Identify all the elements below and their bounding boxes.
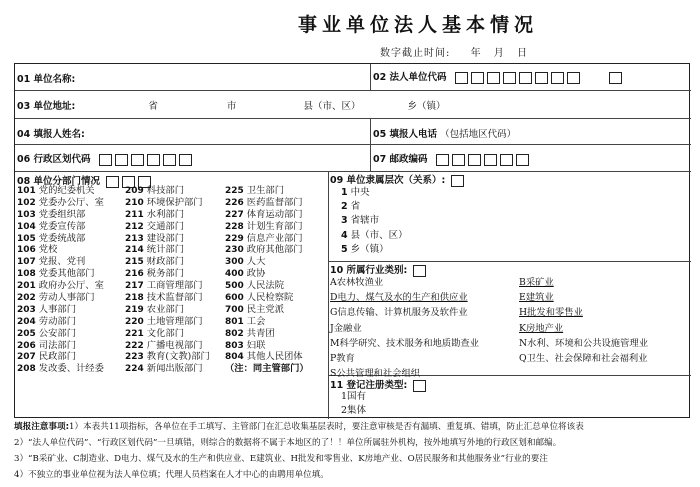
department-code: 224 xyxy=(125,364,144,375)
department-item xyxy=(225,197,309,209)
department-name: 农业部门 xyxy=(146,303,184,315)
department-name: 交通部门 xyxy=(146,220,184,232)
department-code: 226 xyxy=(225,197,244,208)
department-item xyxy=(125,340,210,352)
department-name: 发改委、计经委 xyxy=(38,363,104,375)
department-code: 600 xyxy=(225,293,244,304)
department-name: 党委宣传部 xyxy=(38,220,86,232)
department-code: 230 xyxy=(225,245,244,256)
unit-address-label: 03 单位地址: xyxy=(17,101,76,112)
department-name: 工会 xyxy=(246,315,266,327)
department-code: 206 xyxy=(17,340,36,351)
industry-name: P教育 xyxy=(330,352,355,364)
department-name: 党校 xyxy=(38,244,58,256)
industry-name: A农林牧渔业 xyxy=(330,277,384,288)
postal-code-label: 07 邮政编码 xyxy=(373,154,428,165)
department-code: 104 xyxy=(17,221,36,232)
department-code: 804 xyxy=(225,352,244,363)
department-name: 工商管理部门 xyxy=(146,280,203,292)
department-name: 党委其他部门 xyxy=(38,268,95,280)
affiliation-level-item xyxy=(341,229,408,243)
department-name: 新闻出版部门 xyxy=(146,363,203,375)
department-code: 229 xyxy=(225,233,244,244)
department-name: 信息产业部门 xyxy=(246,232,303,244)
department-code: 103 xyxy=(17,209,36,220)
department-name: 党的纪委机关 xyxy=(38,185,95,196)
industry-name: Q卫生、社会保障和社会福利业 xyxy=(519,352,648,364)
department-name: 卫生部门 xyxy=(246,185,284,196)
department-item xyxy=(17,233,104,245)
data-cutoff-time xyxy=(380,44,528,59)
industry-list-left xyxy=(330,275,479,381)
department-item xyxy=(17,304,104,316)
department-name: 妇联 xyxy=(246,339,266,351)
filler-phone-field[interactable] xyxy=(373,126,516,140)
industry-name: J金融业 xyxy=(330,322,362,334)
department-item xyxy=(125,304,210,316)
industry-name: N水利、环境和公共设施管理业 xyxy=(519,337,648,349)
department-name: 广播电视部门 xyxy=(146,339,203,351)
department-name: 科技部门 xyxy=(146,185,184,196)
department-name: 统计部门 xyxy=(146,244,184,256)
department-code: 801 xyxy=(225,316,244,327)
department-item xyxy=(125,328,210,340)
affiliation-level-code: 4 xyxy=(341,229,348,241)
filler-phone-label: 05 填报人电话 xyxy=(373,129,438,140)
registration-type-item: 2集体 xyxy=(341,405,367,417)
industry-item xyxy=(519,321,648,336)
department-code: 202 xyxy=(17,293,36,304)
registration-type-label: 11 登记注册类型: xyxy=(330,380,408,391)
department-code: 205 xyxy=(17,328,36,339)
affiliation-level-code: 2 xyxy=(341,201,348,213)
department-name: 技术监督部门 xyxy=(146,292,203,304)
department-code: 213 xyxy=(125,233,144,244)
department-name: 党委统战部 xyxy=(38,232,86,244)
department-item xyxy=(225,256,309,268)
department-name: 司法部门 xyxy=(38,339,76,351)
department-name: 劳动人事部门 xyxy=(38,292,95,304)
filler-name-label: 04 填报人姓名: xyxy=(17,129,85,140)
department-code: 108 xyxy=(17,269,36,280)
department-name: 政府办公厅、室 xyxy=(38,280,104,292)
town-label: 乡（镇） xyxy=(407,101,446,112)
department-name: （注：同主管部门） xyxy=(225,363,309,375)
affiliation-level-name: 省辖市 xyxy=(350,215,380,227)
department-code: 217 xyxy=(125,281,144,292)
affiliation-level-item xyxy=(341,243,408,257)
filler-phone-note: （包括地区代码） xyxy=(440,129,517,140)
legal-unit-code-boxes[interactable] xyxy=(455,72,580,84)
department-item xyxy=(17,221,104,233)
affiliation-level-item xyxy=(341,214,408,228)
department-item xyxy=(17,363,104,375)
department-code: 802 xyxy=(225,328,244,339)
department-item xyxy=(225,351,309,363)
department-name: 共青团 xyxy=(246,327,275,339)
col-divider xyxy=(370,64,371,90)
month-label: 月 xyxy=(493,48,505,59)
industry-item xyxy=(330,351,479,366)
department-name: 建设部门 xyxy=(146,232,184,244)
department-code: 210 xyxy=(125,197,144,208)
department-code: 211 xyxy=(125,209,144,220)
affiliation-level-item xyxy=(341,200,408,214)
department-name: 税务部门 xyxy=(146,268,184,280)
department-item xyxy=(17,197,104,209)
department-label: 08 单位分部门情况 xyxy=(17,176,101,187)
department-name: 医药监督部门 xyxy=(246,196,303,208)
department-code: 223 xyxy=(125,352,144,363)
note-line: 1）本表共11项指标，各单位在手工填写、主管部门在汇总收集基层表时，要注意审核是否有漏填、重复填、错填，防止汇总单位将该表 xyxy=(69,422,584,432)
industry-item xyxy=(330,305,479,320)
department-code: 209 xyxy=(125,186,144,196)
filling-notes xyxy=(14,419,694,483)
department-item xyxy=(17,351,104,363)
row-divider xyxy=(15,90,691,91)
department-item xyxy=(17,280,104,292)
department-item xyxy=(225,304,309,316)
department-item xyxy=(17,292,104,304)
department-item xyxy=(125,316,210,328)
industry-name: D电力、煤气及水的生产和供应业 xyxy=(330,292,468,304)
department-code: 204 xyxy=(17,316,36,327)
registration-type-item: 1国有 xyxy=(341,391,367,402)
department-item xyxy=(125,221,210,233)
affiliation-level-header[interactable] xyxy=(330,172,464,187)
affiliation-level-name: 中央 xyxy=(350,187,370,198)
department-code: 203 xyxy=(17,304,36,315)
affiliation-level-item xyxy=(341,186,408,200)
department-item xyxy=(125,292,210,304)
year-label: 年 xyxy=(470,48,482,59)
admin-division-code-label: 06 行政区划代码 xyxy=(17,154,91,165)
note-line: 2）“法人单位代码”、“行政区划代码”一旦填错，则综合的数据将不属于本地区的了！！单位所属驻外机构，按外地填写外地的行政区划和邮编。 xyxy=(14,438,562,448)
department-item xyxy=(225,221,309,233)
department-code: 201 xyxy=(17,281,36,292)
industry-label: 10 所属行业类别: xyxy=(330,265,408,276)
affiliation-level-name: 省 xyxy=(350,201,361,213)
department-code: 219 xyxy=(125,304,144,315)
industry-name: H批发和零售业 xyxy=(519,307,583,319)
department-name: 党委组织部 xyxy=(38,208,86,220)
day-label: 日 xyxy=(516,48,528,59)
department-item xyxy=(125,209,210,221)
industry-name: K房地产业 xyxy=(519,322,564,334)
department-code: 222 xyxy=(125,340,144,351)
department-name: 土地管理部门 xyxy=(146,315,203,327)
col-divider xyxy=(370,118,371,171)
department-code: 218 xyxy=(125,293,144,304)
department-name: 体育运动部门 xyxy=(246,208,303,220)
postal-code-field[interactable] xyxy=(373,151,529,166)
industry-item xyxy=(330,336,479,351)
department-name: 财政部门 xyxy=(146,256,184,268)
form-table xyxy=(14,63,690,418)
department-name: 水利部门 xyxy=(146,208,184,220)
legal-unit-code-field[interactable] xyxy=(373,69,622,84)
department-item xyxy=(17,209,104,221)
department-item xyxy=(125,280,210,292)
department-name: 政府其他部门 xyxy=(246,244,303,256)
department-code: 207 xyxy=(17,352,36,363)
department-code: 220 xyxy=(125,316,144,327)
row-divider xyxy=(15,144,691,145)
department-code: 101 xyxy=(17,186,36,196)
page-title: 事业单位法人基本情况 xyxy=(298,14,539,36)
department-code: 700 xyxy=(225,304,244,315)
unit-name-label: 01 单位名称: xyxy=(17,74,76,85)
department-item xyxy=(17,268,104,280)
unit-address-field[interactable] xyxy=(17,98,446,112)
department-code: 106 xyxy=(17,245,36,256)
department-code: 105 xyxy=(17,233,36,244)
department-code: 208 xyxy=(17,364,36,375)
department-code: 215 xyxy=(125,257,144,268)
department-item xyxy=(225,340,309,352)
industry-item xyxy=(519,351,648,366)
department-code: 400 xyxy=(225,269,244,280)
department-column-3 xyxy=(225,185,309,375)
admin-division-code-field[interactable] xyxy=(17,151,192,166)
department-column-1 xyxy=(17,185,104,375)
department-item xyxy=(225,280,309,292)
department-item xyxy=(225,292,309,304)
registration-type-list xyxy=(341,390,366,418)
affiliation-level-list xyxy=(341,186,408,257)
industry-item xyxy=(330,290,479,305)
department-name: 民主党派 xyxy=(246,303,284,315)
industry-item xyxy=(519,290,648,305)
note-line: 4）不独立的事业单位视为法人单位填；代理人员档案在人才中心的由聘用单位填。 xyxy=(14,470,329,480)
industry-name: E建筑业 xyxy=(519,292,554,304)
department-name: 其他人民团体 xyxy=(246,351,303,363)
admin-division-code-boxes[interactable] xyxy=(99,154,192,166)
department-code: 212 xyxy=(125,221,144,232)
county-label: 县（市、区） xyxy=(303,101,361,112)
department-item xyxy=(225,363,309,375)
postal-code-boxes[interactable] xyxy=(436,154,529,166)
department-code: 221 xyxy=(125,328,144,339)
note-line: 3）“B采矿业、C制造业、D电力、煤气及水的生产和供应业、E建筑业、H批发和零售业、K房地产业、O居民服务和其他服务业”行业的要注 xyxy=(14,454,548,464)
department-item xyxy=(17,256,104,268)
industry-name: B采矿业 xyxy=(519,277,554,288)
department-code: 216 xyxy=(125,269,144,280)
affiliation-level-name: 县（市、区） xyxy=(350,229,408,241)
row-divider xyxy=(15,118,691,119)
affiliation-level-code: 1 xyxy=(341,187,348,198)
department-name: 民政部门 xyxy=(38,351,76,363)
industry-item xyxy=(519,366,648,381)
department-column-2 xyxy=(125,185,210,375)
industry-item xyxy=(519,275,648,290)
department-name: 计划生育部门 xyxy=(246,220,303,232)
department-item xyxy=(17,185,104,197)
notes-label: 填报注意事项: xyxy=(14,422,69,432)
department-code: 227 xyxy=(225,209,244,220)
industry-item xyxy=(519,305,648,320)
department-item xyxy=(17,328,104,340)
department-item xyxy=(225,185,309,197)
department-item xyxy=(17,316,104,328)
department-name: 人事部门 xyxy=(38,303,76,315)
department-name: 人大 xyxy=(246,256,266,268)
department-name: 文化部门 xyxy=(146,327,184,339)
department-item xyxy=(125,363,210,375)
department-item xyxy=(225,268,309,280)
department-item xyxy=(125,268,210,280)
department-item xyxy=(125,256,210,268)
department-name: 劳动部门 xyxy=(38,315,76,327)
department-name: 人民法院 xyxy=(246,280,284,292)
department-item xyxy=(125,244,210,256)
industry-name: M科学研究、技术服务和地质勘查业 xyxy=(330,337,479,349)
department-code: 500 xyxy=(225,281,244,292)
legal-unit-code-label: 02 法人单位代码 xyxy=(373,72,447,83)
registration-type-box[interactable] xyxy=(413,380,426,392)
department-item xyxy=(125,185,210,197)
department-item xyxy=(17,244,104,256)
affiliation-level-label: 09 单位隶属层次（关系）: xyxy=(330,175,446,186)
department-name: 人民检察院 xyxy=(246,292,294,304)
department-name: 环境保护部门 xyxy=(146,196,203,208)
affiliation-level-code: 3 xyxy=(341,215,348,227)
department-code: 225 xyxy=(225,186,244,196)
data-cutoff-label: 数字截止时间: xyxy=(380,48,451,59)
department-item xyxy=(225,328,309,340)
province-label: 省 xyxy=(148,101,158,112)
check-digit-box[interactable] xyxy=(609,72,622,84)
department-item xyxy=(17,340,104,352)
department-code: 102 xyxy=(17,197,36,208)
department-item xyxy=(225,316,309,328)
industry-name: G信息传输、计算机服务及软件业 xyxy=(330,307,468,319)
col-divider xyxy=(328,171,329,419)
department-item xyxy=(125,351,210,363)
industry-item xyxy=(330,275,479,290)
affiliation-level-code: 5 xyxy=(341,243,348,255)
affiliation-level-box[interactable] xyxy=(451,175,464,187)
department-list xyxy=(17,185,327,417)
department-name: 政协 xyxy=(246,268,266,280)
industry-item xyxy=(330,321,479,336)
department-code: 300 xyxy=(225,257,244,268)
department-item xyxy=(125,233,210,245)
department-name: 教育(文教)部门 xyxy=(146,351,210,363)
department-name: 党报、党刊 xyxy=(38,256,86,268)
affiliation-level-name: 乡（镇） xyxy=(350,243,389,255)
industry-list-right xyxy=(519,275,648,381)
department-item xyxy=(225,233,309,245)
department-name: 党委办公厅、室 xyxy=(38,196,104,208)
city-label: 市 xyxy=(226,101,237,112)
department-item xyxy=(225,209,309,221)
department-code: 107 xyxy=(17,257,36,268)
department-name: 公安部门 xyxy=(38,327,76,339)
department-code: 228 xyxy=(225,221,244,232)
department-item xyxy=(225,244,309,256)
department-item xyxy=(125,197,210,209)
industry-item xyxy=(519,336,648,351)
industry-name: S公共管理和社会组织 xyxy=(330,368,421,380)
department-code: 803 xyxy=(225,340,244,351)
department-code: 214 xyxy=(125,245,144,256)
